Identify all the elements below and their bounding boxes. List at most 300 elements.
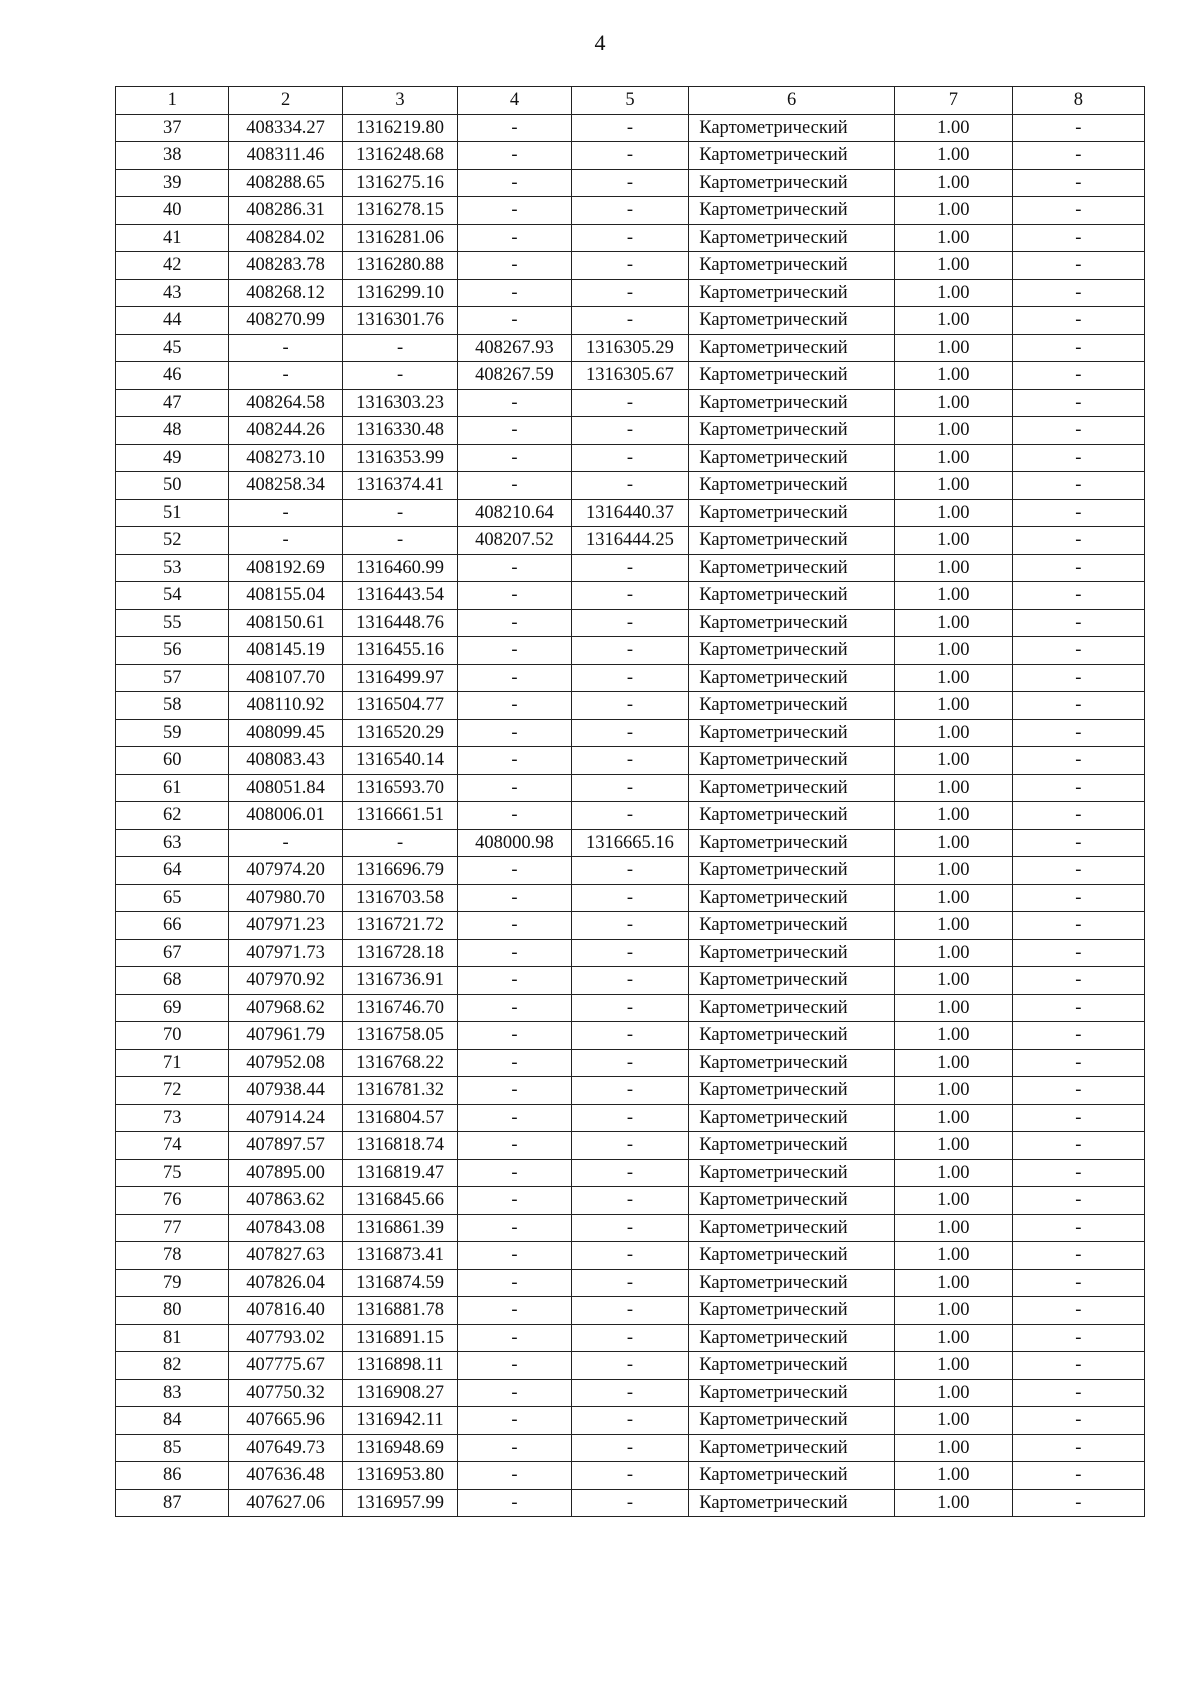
method-cell: Картометрический	[689, 114, 895, 142]
x-new-cell: 408000.98	[458, 829, 571, 857]
method-cell: Картометрический	[689, 637, 895, 665]
x-new-cell: -	[458, 939, 571, 967]
point-number-cell: 81	[116, 1324, 229, 1352]
x-new-cell: 408207.52	[458, 527, 571, 555]
y-new-cell: -	[571, 1077, 689, 1105]
point-number-cell: 61	[116, 774, 229, 802]
x-existing-cell: 407649.73	[229, 1434, 342, 1462]
x-existing-cell: 408099.45	[229, 719, 342, 747]
y-new-cell: -	[571, 444, 689, 472]
accuracy-cell: 1.00	[895, 334, 1013, 362]
accuracy-cell: 1.00	[895, 444, 1013, 472]
accuracy-cell: 1.00	[895, 169, 1013, 197]
table-row	[116, 1187, 1145, 1215]
method-cell: Картометрический	[689, 1187, 895, 1215]
x-existing-cell: 408286.31	[229, 197, 342, 225]
y-existing-cell: 1316499.97	[342, 664, 457, 692]
x-new-cell: -	[458, 1022, 571, 1050]
accuracy-cell: 1.00	[895, 1187, 1013, 1215]
method-cell: Картометрический	[689, 802, 895, 830]
x-existing-cell: 407775.67	[229, 1352, 342, 1380]
y-new-cell: -	[571, 169, 689, 197]
x-new-cell: 408267.93	[458, 334, 571, 362]
accuracy-cell: 1.00	[895, 252, 1013, 280]
x-existing-cell: 407952.08	[229, 1049, 342, 1077]
point-number-cell: 48	[116, 417, 229, 445]
x-existing-cell: 407971.73	[229, 939, 342, 967]
description-cell: -	[1012, 774, 1144, 802]
accuracy-cell: 1.00	[895, 1352, 1013, 1380]
table-row	[116, 389, 1145, 417]
x-new-cell: -	[458, 1379, 571, 1407]
y-new-cell: -	[571, 1132, 689, 1160]
y-new-cell: 1316440.37	[571, 499, 689, 527]
description-cell: -	[1012, 939, 1144, 967]
x-new-cell: -	[458, 1242, 571, 1270]
x-existing-cell: 408150.61	[229, 609, 342, 637]
method-cell: Картометрический	[689, 994, 895, 1022]
description-cell: -	[1012, 802, 1144, 830]
point-number-cell: 41	[116, 224, 229, 252]
y-new-cell: -	[571, 884, 689, 912]
table-body	[116, 114, 1145, 1517]
y-new-cell: 1316305.67	[571, 362, 689, 390]
x-new-cell: -	[458, 664, 571, 692]
table-row	[116, 1324, 1145, 1352]
point-number-cell: 79	[116, 1269, 229, 1297]
x-new-cell: -	[458, 967, 571, 995]
table-row	[116, 1077, 1145, 1105]
point-number-cell: 71	[116, 1049, 229, 1077]
point-number-cell: 43	[116, 279, 229, 307]
y-new-cell: 1316665.16	[571, 829, 689, 857]
x-new-cell: -	[458, 554, 571, 582]
table-row	[116, 1104, 1145, 1132]
point-number-cell: 78	[116, 1242, 229, 1270]
method-cell: Картометрический	[689, 527, 895, 555]
accuracy-cell: 1.00	[895, 1434, 1013, 1462]
x-new-cell: -	[458, 1187, 571, 1215]
table-row	[116, 912, 1145, 940]
y-new-cell: -	[571, 307, 689, 335]
point-number-cell: 77	[116, 1214, 229, 1242]
table-row	[116, 802, 1145, 830]
y-existing-cell: 1316746.70	[342, 994, 457, 1022]
description-cell: -	[1012, 747, 1144, 775]
accuracy-cell: 1.00	[895, 1077, 1013, 1105]
x-new-cell: -	[458, 719, 571, 747]
y-new-cell: -	[571, 252, 689, 280]
x-existing-cell: 407750.32	[229, 1379, 342, 1407]
y-new-cell: -	[571, 279, 689, 307]
table-row	[116, 1049, 1145, 1077]
x-existing-cell: 408051.84	[229, 774, 342, 802]
x-existing-cell: -	[229, 499, 342, 527]
y-existing-cell: 1316957.99	[342, 1489, 457, 1517]
x-existing-cell: 407897.57	[229, 1132, 342, 1160]
description-cell: -	[1012, 224, 1144, 252]
y-existing-cell: 1316374.41	[342, 472, 457, 500]
x-existing-cell: 407968.62	[229, 994, 342, 1022]
y-existing-cell: 1316593.70	[342, 774, 457, 802]
method-cell: Картометрический	[689, 1324, 895, 1352]
accuracy-cell: 1.00	[895, 224, 1013, 252]
x-existing-cell: -	[229, 334, 342, 362]
accuracy-cell: 1.00	[895, 1324, 1013, 1352]
method-cell: Картометрический	[689, 747, 895, 775]
x-new-cell: -	[458, 1077, 571, 1105]
description-cell: -	[1012, 169, 1144, 197]
method-cell: Картометрический	[689, 1269, 895, 1297]
point-number-cell: 73	[116, 1104, 229, 1132]
x-new-cell: 408267.59	[458, 362, 571, 390]
point-number-cell: 53	[116, 554, 229, 582]
table-row	[116, 747, 1145, 775]
x-existing-cell: 407863.62	[229, 1187, 342, 1215]
table-row	[116, 692, 1145, 720]
point-number-cell: 37	[116, 114, 229, 142]
accuracy-cell: 1.00	[895, 664, 1013, 692]
description-cell: -	[1012, 417, 1144, 445]
x-new-cell: -	[458, 582, 571, 610]
point-number-cell: 69	[116, 994, 229, 1022]
point-number-cell: 66	[116, 912, 229, 940]
method-cell: Картометрический	[689, 169, 895, 197]
table-row	[116, 939, 1145, 967]
x-new-cell: -	[458, 912, 571, 940]
accuracy-cell: 1.00	[895, 499, 1013, 527]
accuracy-cell: 1.00	[895, 279, 1013, 307]
description-cell: -	[1012, 1242, 1144, 1270]
point-number-cell: 42	[116, 252, 229, 280]
method-cell: Картометрический	[689, 1407, 895, 1435]
y-existing-cell: 1316881.78	[342, 1297, 457, 1325]
table-row	[116, 197, 1145, 225]
table-row	[116, 444, 1145, 472]
table-row	[116, 554, 1145, 582]
y-new-cell: -	[571, 1434, 689, 1462]
x-new-cell: -	[458, 279, 571, 307]
y-existing-cell: 1316721.72	[342, 912, 457, 940]
description-cell: -	[1012, 1297, 1144, 1325]
point-number-cell: 56	[116, 637, 229, 665]
x-new-cell: -	[458, 197, 571, 225]
y-existing-cell: 1316460.99	[342, 554, 457, 582]
point-number-cell: 86	[116, 1462, 229, 1490]
accuracy-cell: 1.00	[895, 1269, 1013, 1297]
accuracy-cell: 1.00	[895, 857, 1013, 885]
x-existing-cell: 408107.70	[229, 664, 342, 692]
y-new-cell: -	[571, 719, 689, 747]
accuracy-cell: 1.00	[895, 527, 1013, 555]
point-number-cell: 74	[116, 1132, 229, 1160]
y-new-cell: -	[571, 582, 689, 610]
y-existing-cell: 1316520.29	[342, 719, 457, 747]
accuracy-cell: 1.00	[895, 1379, 1013, 1407]
method-cell: Картометрический	[689, 1022, 895, 1050]
point-number-cell: 46	[116, 362, 229, 390]
column-header: 8	[1012, 87, 1144, 115]
x-new-cell: -	[458, 747, 571, 775]
x-new-cell: -	[458, 307, 571, 335]
y-existing-cell: 1316781.32	[342, 1077, 457, 1105]
description-cell: -	[1012, 197, 1144, 225]
x-new-cell: -	[458, 1297, 571, 1325]
description-cell: -	[1012, 857, 1144, 885]
table-row	[116, 774, 1145, 802]
table-row	[116, 637, 1145, 665]
accuracy-cell: 1.00	[895, 912, 1013, 940]
y-existing-cell: -	[342, 829, 457, 857]
method-cell: Картометрический	[689, 1434, 895, 1462]
x-existing-cell: 407843.08	[229, 1214, 342, 1242]
table-row	[116, 1022, 1145, 1050]
description-cell: -	[1012, 884, 1144, 912]
point-number-cell: 72	[116, 1077, 229, 1105]
method-cell: Картометрический	[689, 582, 895, 610]
y-new-cell: -	[571, 1489, 689, 1517]
method-cell: Картометрический	[689, 362, 895, 390]
y-existing-cell: 1316819.47	[342, 1159, 457, 1187]
point-number-cell: 52	[116, 527, 229, 555]
x-existing-cell: 408268.12	[229, 279, 342, 307]
table-row	[116, 499, 1145, 527]
y-existing-cell: 1316299.10	[342, 279, 457, 307]
y-new-cell: -	[571, 1159, 689, 1187]
point-number-cell: 38	[116, 142, 229, 170]
x-new-cell: -	[458, 884, 571, 912]
method-cell: Картометрический	[689, 1297, 895, 1325]
table-row	[116, 664, 1145, 692]
method-cell: Картометрический	[689, 472, 895, 500]
y-new-cell: -	[571, 692, 689, 720]
y-new-cell: -	[571, 142, 689, 170]
description-cell: -	[1012, 1434, 1144, 1462]
method-cell: Картометрический	[689, 1077, 895, 1105]
accuracy-cell: 1.00	[895, 774, 1013, 802]
accuracy-cell: 1.00	[895, 829, 1013, 857]
method-cell: Картометрический	[689, 142, 895, 170]
table-row	[116, 1269, 1145, 1297]
description-cell: -	[1012, 1269, 1144, 1297]
x-existing-cell: 408288.65	[229, 169, 342, 197]
accuracy-cell: 1.00	[895, 1489, 1013, 1517]
table-row	[116, 1297, 1145, 1325]
table-row	[116, 1159, 1145, 1187]
x-existing-cell: -	[229, 829, 342, 857]
description-cell: -	[1012, 1379, 1144, 1407]
method-cell: Картометрический	[689, 444, 895, 472]
x-existing-cell: 407793.02	[229, 1324, 342, 1352]
y-new-cell: -	[571, 802, 689, 830]
description-cell: -	[1012, 1049, 1144, 1077]
x-existing-cell: 407938.44	[229, 1077, 342, 1105]
y-existing-cell: 1316891.15	[342, 1324, 457, 1352]
accuracy-cell: 1.00	[895, 1297, 1013, 1325]
x-existing-cell: 408083.43	[229, 747, 342, 775]
y-new-cell: -	[571, 1297, 689, 1325]
x-new-cell: -	[458, 1049, 571, 1077]
y-new-cell: -	[571, 857, 689, 885]
method-cell: Картометрический	[689, 1214, 895, 1242]
x-new-cell: -	[458, 252, 571, 280]
x-existing-cell: 408258.34	[229, 472, 342, 500]
x-new-cell: -	[458, 1269, 571, 1297]
x-new-cell: -	[458, 1132, 571, 1160]
y-new-cell: -	[571, 472, 689, 500]
description-cell: -	[1012, 1214, 1144, 1242]
accuracy-cell: 1.00	[895, 362, 1013, 390]
accuracy-cell: 1.00	[895, 1022, 1013, 1050]
point-number-cell: 65	[116, 884, 229, 912]
x-new-cell: -	[458, 802, 571, 830]
accuracy-cell: 1.00	[895, 582, 1013, 610]
description-cell: -	[1012, 912, 1144, 940]
y-existing-cell: 1316696.79	[342, 857, 457, 885]
column-header: 5	[571, 87, 689, 115]
x-existing-cell: 407826.04	[229, 1269, 342, 1297]
point-number-cell: 85	[116, 1434, 229, 1462]
point-number-cell: 47	[116, 389, 229, 417]
table-row	[116, 1407, 1145, 1435]
x-existing-cell: -	[229, 362, 342, 390]
y-new-cell: -	[571, 1352, 689, 1380]
x-new-cell: -	[458, 994, 571, 1022]
description-cell: -	[1012, 1352, 1144, 1380]
y-existing-cell: 1316758.05	[342, 1022, 457, 1050]
description-cell: -	[1012, 582, 1144, 610]
description-cell: -	[1012, 472, 1144, 500]
x-new-cell: -	[458, 444, 571, 472]
y-existing-cell: 1316301.76	[342, 307, 457, 335]
x-existing-cell: 408283.78	[229, 252, 342, 280]
y-new-cell: -	[571, 609, 689, 637]
accuracy-cell: 1.00	[895, 967, 1013, 995]
x-existing-cell: 408270.99	[229, 307, 342, 335]
y-new-cell: -	[571, 1214, 689, 1242]
x-new-cell: -	[458, 389, 571, 417]
column-header: 3	[342, 87, 457, 115]
description-cell: -	[1012, 609, 1144, 637]
point-number-cell: 70	[116, 1022, 229, 1050]
x-existing-cell: 408006.01	[229, 802, 342, 830]
accuracy-cell: 1.00	[895, 142, 1013, 170]
point-number-cell: 84	[116, 1407, 229, 1435]
accuracy-cell: 1.00	[895, 884, 1013, 912]
table-row	[116, 967, 1145, 995]
y-new-cell: -	[571, 1379, 689, 1407]
point-number-cell: 64	[116, 857, 229, 885]
x-new-cell: -	[458, 1407, 571, 1435]
method-cell: Картометрический	[689, 884, 895, 912]
method-cell: Картометрический	[689, 197, 895, 225]
x-existing-cell: 408284.02	[229, 224, 342, 252]
x-new-cell: -	[458, 1104, 571, 1132]
table-header-row	[116, 87, 1145, 115]
y-new-cell: -	[571, 224, 689, 252]
description-cell: -	[1012, 1462, 1144, 1490]
description-cell: -	[1012, 664, 1144, 692]
x-new-cell: -	[458, 637, 571, 665]
x-existing-cell: 408192.69	[229, 554, 342, 582]
y-new-cell: -	[571, 197, 689, 225]
description-cell: -	[1012, 142, 1144, 170]
point-number-cell: 76	[116, 1187, 229, 1215]
x-existing-cell: 408244.26	[229, 417, 342, 445]
y-new-cell: -	[571, 747, 689, 775]
description-cell: -	[1012, 389, 1144, 417]
x-existing-cell: 407816.40	[229, 1297, 342, 1325]
table-row	[116, 1462, 1145, 1490]
y-new-cell: -	[571, 1049, 689, 1077]
table-row	[116, 857, 1145, 885]
point-number-cell: 58	[116, 692, 229, 720]
method-cell: Картометрический	[689, 664, 895, 692]
description-cell: -	[1012, 994, 1144, 1022]
method-cell: Картометрический	[689, 1104, 895, 1132]
x-new-cell: -	[458, 1489, 571, 1517]
point-number-cell: 44	[116, 307, 229, 335]
accuracy-cell: 1.00	[895, 1214, 1013, 1242]
description-cell: -	[1012, 362, 1144, 390]
method-cell: Картометрический	[689, 389, 895, 417]
y-existing-cell: 1316248.68	[342, 142, 457, 170]
method-cell: Картометрический	[689, 279, 895, 307]
x-existing-cell: 407895.00	[229, 1159, 342, 1187]
accuracy-cell: 1.00	[895, 114, 1013, 142]
y-existing-cell: 1316275.16	[342, 169, 457, 197]
y-existing-cell: 1316942.11	[342, 1407, 457, 1435]
point-number-cell: 57	[116, 664, 229, 692]
x-new-cell: -	[458, 609, 571, 637]
table-row	[116, 1434, 1145, 1462]
x-existing-cell: 407914.24	[229, 1104, 342, 1132]
description-cell: -	[1012, 1077, 1144, 1105]
table-row	[116, 1352, 1145, 1380]
y-new-cell: -	[571, 114, 689, 142]
y-existing-cell: 1316874.59	[342, 1269, 457, 1297]
y-new-cell: -	[571, 1269, 689, 1297]
y-existing-cell: 1316953.80	[342, 1462, 457, 1490]
x-existing-cell: 408264.58	[229, 389, 342, 417]
description-cell: -	[1012, 252, 1144, 280]
y-new-cell: -	[571, 1324, 689, 1352]
description-cell: -	[1012, 719, 1144, 747]
method-cell: Картометрический	[689, 1049, 895, 1077]
table-row	[116, 994, 1145, 1022]
point-number-cell: 87	[116, 1489, 229, 1517]
column-header: 4	[458, 87, 571, 115]
description-cell: -	[1012, 1407, 1144, 1435]
y-new-cell: -	[571, 939, 689, 967]
method-cell: Картометрический	[689, 1352, 895, 1380]
x-existing-cell: 407971.23	[229, 912, 342, 940]
table-row	[116, 417, 1145, 445]
description-cell: -	[1012, 307, 1144, 335]
method-cell: Картометрический	[689, 224, 895, 252]
table-row	[116, 307, 1145, 335]
method-cell: Картометрический	[689, 912, 895, 940]
accuracy-cell: 1.00	[895, 939, 1013, 967]
description-cell: -	[1012, 499, 1144, 527]
method-cell: Картометрический	[689, 307, 895, 335]
method-cell: Картометрический	[689, 1159, 895, 1187]
table-row	[116, 719, 1145, 747]
description-cell: -	[1012, 637, 1144, 665]
point-number-cell: 83	[116, 1379, 229, 1407]
x-existing-cell: 407980.70	[229, 884, 342, 912]
accuracy-cell: 1.00	[895, 637, 1013, 665]
